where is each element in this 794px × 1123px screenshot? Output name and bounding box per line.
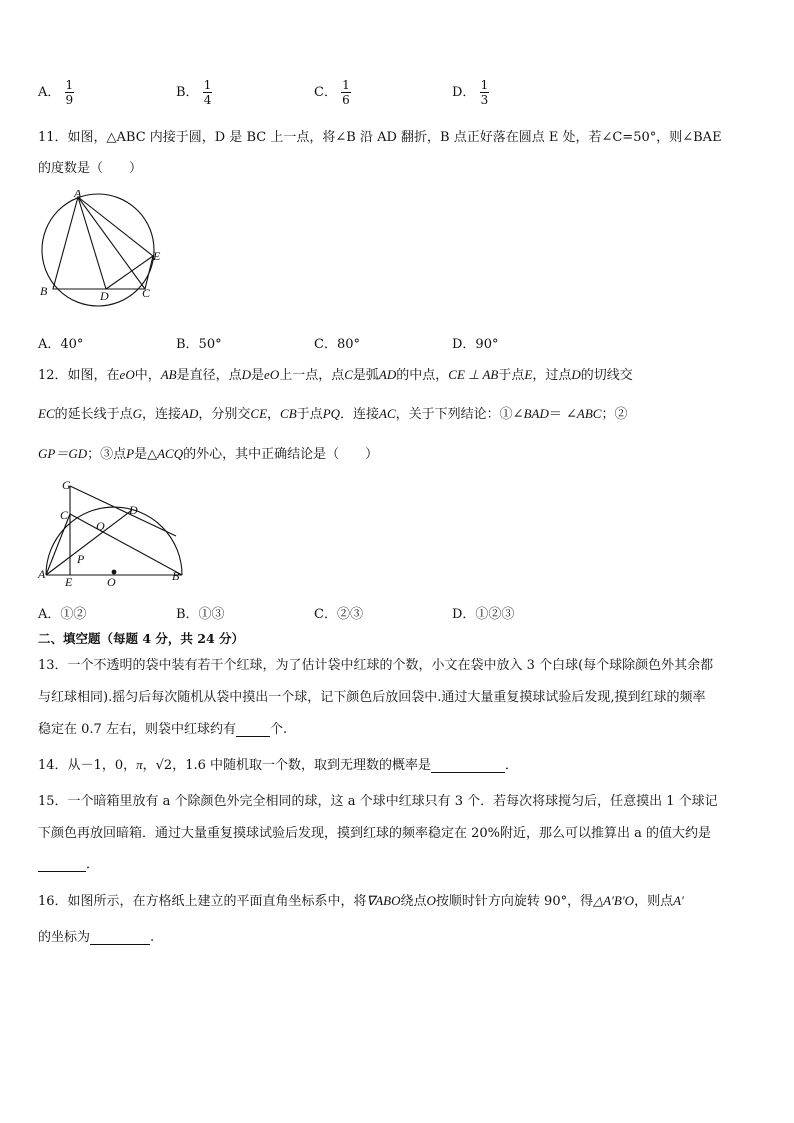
q10-option-b: B． $\frac{1}{4}$ bbox=[176, 78, 212, 107]
q10-option-d: D． $\frac{1}{3}$ bbox=[452, 78, 489, 107]
label-b: B bbox=[172, 569, 180, 583]
q11-option-d: D．90° bbox=[452, 337, 499, 352]
q12-figure bbox=[34, 474, 194, 592]
tangent-line bbox=[70, 486, 176, 536]
answer-blank[interactable] bbox=[236, 736, 270, 737]
q11-line2: 的度数是（ ） bbox=[38, 161, 143, 176]
q12-line3: GP＝GD；③点P是△ACQ的外心，其中正确结论是（ ） bbox=[38, 446, 379, 462]
q12-option-c: C．②③ bbox=[314, 607, 363, 622]
answer-blank[interactable] bbox=[90, 944, 150, 945]
triangle-abc bbox=[53, 197, 145, 289]
q16-line1: 16．如图所示，在方格纸上建立的平面直角坐标系中，将∇ABO绕点O按顺时针方向旋转 90°，得△A′B′O，则点A′ bbox=[38, 893, 684, 909]
label-a: A bbox=[74, 190, 82, 200]
q13-line3: 稳定在 0.7 左右，则袋中红球约有 个. bbox=[38, 722, 288, 737]
label-c: C bbox=[142, 286, 151, 300]
q15-line3: ． bbox=[38, 853, 99, 872]
answer-blank[interactable] bbox=[431, 772, 505, 773]
fraction: $\frac{1}{4}$ bbox=[203, 78, 212, 107]
answer-blank[interactable] bbox=[38, 871, 86, 872]
q14-line: 14．从－1，0，π，√2，1.6 中随机取一个数，取到无理数的概率是 ． bbox=[38, 757, 519, 773]
q16-line2: 的坐标为 . bbox=[38, 930, 155, 945]
q12-option-a: A．①② bbox=[38, 607, 87, 622]
fraction: $\frac{1}{9}$ bbox=[65, 78, 74, 107]
label-e: E bbox=[65, 575, 73, 589]
label-q: Q bbox=[96, 519, 105, 533]
q11-option-a: A．40° bbox=[38, 337, 84, 352]
label-d: D bbox=[100, 289, 109, 303]
q11-line1: 11．如图，△ABC 内接于圆，D 是 BC 上一点，将∠B 沿 AD 翻折，B 点正好落在圆点 E 处，若∠C=50°，则∠BAE bbox=[38, 130, 722, 145]
q12-line1: 12．如图，在eO中，AB是直径，点D是eO上一点，点C是弧AD的中点，CE ⊥ AB于点E，过点D的切线交 bbox=[38, 367, 633, 383]
fraction: $\frac{1}{3}$ bbox=[480, 78, 489, 107]
label-o: O bbox=[107, 575, 116, 589]
q12-option-b: B．①③ bbox=[176, 607, 225, 622]
q15-line1: 15．一个暗箱里放有 a 个除颜色外完全相同的球，这 a 个球中红球只有 3 个．若每次将球搅匀后，任意摸出 1 个球记 bbox=[38, 794, 718, 809]
center-o bbox=[112, 570, 117, 575]
label-a: A bbox=[38, 567, 46, 581]
label-d: D bbox=[129, 503, 138, 517]
label-e: E bbox=[153, 249, 161, 263]
segment-ae bbox=[78, 197, 153, 256]
q10-option-a: A． $\frac{1}{9}$ bbox=[38, 78, 74, 107]
label-c: C bbox=[60, 508, 69, 522]
label-p: P bbox=[77, 552, 85, 566]
q15-line2: 下颜色再放回暗箱．通过大量重复摸球试验后发现，摸到红球的频率稳定在 20%附近，那么可以推算出 a 的值大约是 bbox=[38, 826, 712, 841]
q11-option-c: C．80° bbox=[314, 337, 360, 352]
section-heading: 二、填空题（每题 4 分，共 24 分） bbox=[38, 631, 245, 646]
q13-line1: 13．一个不透明的袋中装有若干个红球，为了估计袋中红球的个数，小文在袋中放入 3 个白球(每个球除颜色外其余都 bbox=[38, 658, 714, 673]
q11-figure bbox=[34, 190, 174, 308]
segment-ad bbox=[78, 197, 106, 289]
label-b: B bbox=[40, 284, 48, 298]
q11-option-b: B．50° bbox=[176, 337, 222, 352]
label-g: G bbox=[62, 478, 71, 492]
fraction: $\frac{1}{6}$ bbox=[342, 78, 350, 107]
q10-option-c: C． $\frac{1}{6}$ bbox=[314, 78, 350, 107]
q13-line2: 与红球相同).摇匀后每次随机从袋中摸出一个球，记下颜色后放回袋中.通过大量重复摸球试验后发现,摸到红球的频率 bbox=[38, 690, 706, 705]
q12-line2: EC的延长线于点G，连接AD，分别交CE，CB于点PQ．连接AC，关于下列结论：①∠BAD＝ ∠ABC；② bbox=[38, 406, 628, 422]
q12-option-d: D．①②③ bbox=[452, 607, 515, 622]
